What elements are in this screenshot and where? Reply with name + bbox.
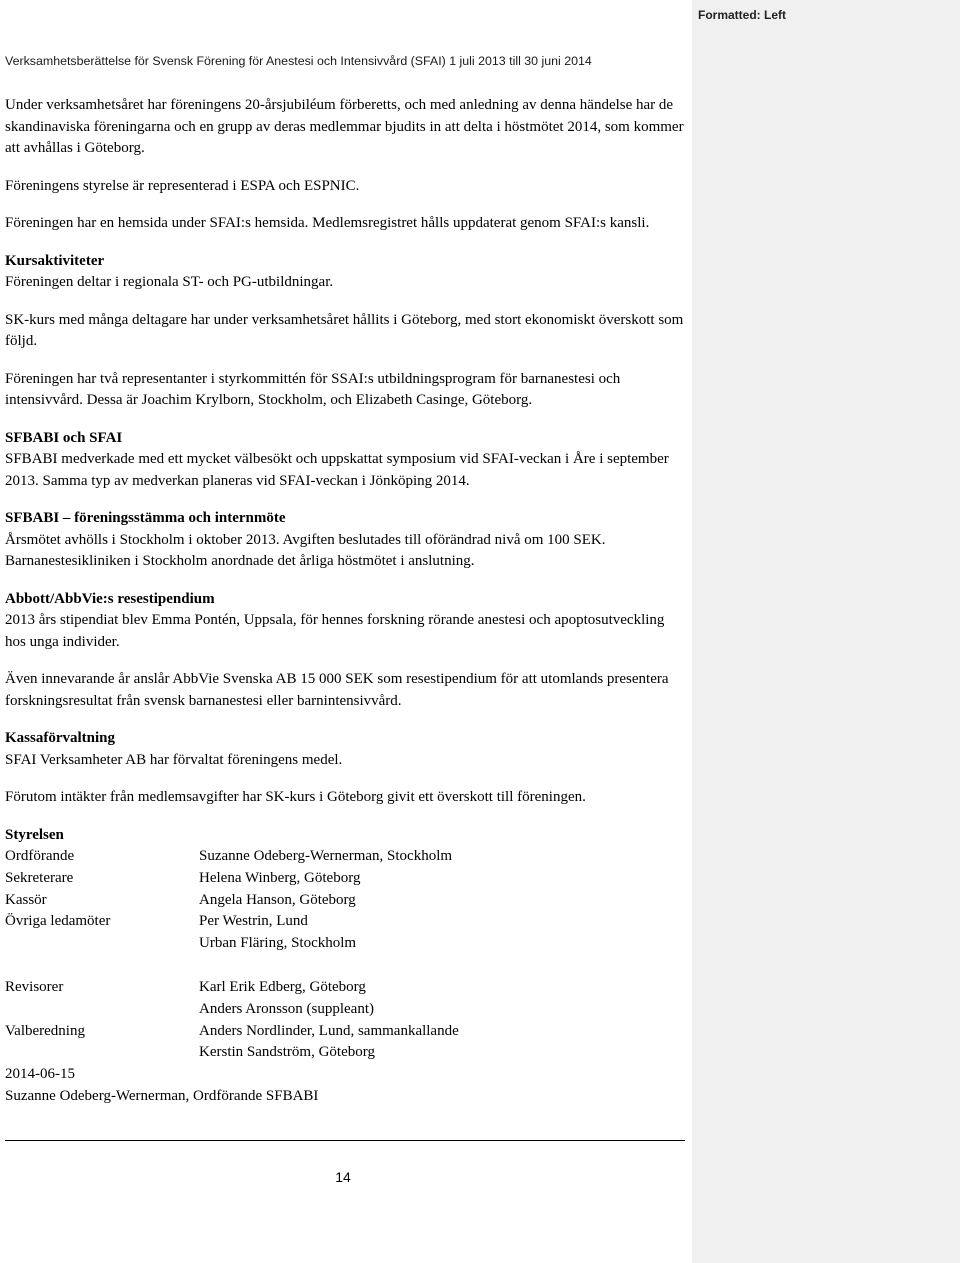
heading-styrelsen: Styrelsen — [5, 826, 64, 843]
paragraph-jubilee: Under verksamhetsåret har föreningens 20-årsjubiléum förberetts, och med anledning av denna händelse har de skandinaviska föreningarna och en grupp av deras medlemmar bjudits in att delta i höstmötet 2014, som kommer att avhållas i Göteborg. — [5, 97, 684, 156]
sfbabi-sfai-text: SFBABI medverkade med ett mycket välbesökt och uppskattat symposium vid SFAI-veckan i Åre i september 2013. Samma typ av medverkan planeras vid SFAI-veckan i Jönköping 2014. — [5, 451, 669, 489]
document-header: Verksamhetsberättelse för Svensk Förening för Anestesi och Intensivvård (SFAI) 1 juli 2013 till 30 juni 2014 — [5, 54, 592, 68]
spacer — [5, 955, 687, 977]
board-member: Kerstin Sandström, Göteborg — [199, 1044, 375, 1061]
kurs-line: Föreningen deltar i regionala ST- och PG-utbildningar. — [5, 274, 334, 290]
board-role: Kassör — [5, 891, 47, 908]
document-body — [5, 95, 687, 1108]
paragraph-styrkommitte: Föreningen har två representanter i styrkommittén för SSAI:s utbildningsprogram för barnanestesi och intensivvård. Dessa är Joachim Krylborn, Stockholm, och Elizabeth Casinge, Göteborg. — [5, 370, 621, 408]
board-row — [5, 846, 687, 868]
resestipendium-text: 2013 års stipendiat blev Emma Pontén, Uppsala, för hennes forskning rörande anestesi och apoptosutveckling hos unga individer. — [5, 612, 665, 650]
board-role: Övriga ledamöter — [5, 913, 111, 930]
paragraph-overskott: Förutom intäkter från medlemsavgifter har SK-kurs i Göteborg givit ett överskott till föreningen. — [5, 789, 586, 805]
board-row — [5, 977, 687, 999]
board-row — [5, 868, 687, 890]
section-kurs — [5, 251, 687, 294]
board-member: Angela Hanson, Göteborg — [199, 891, 356, 908]
comment-margin-panel — [692, 0, 960, 1263]
board-member: Suzanne Odeberg-Wernerman, Stockholm — [199, 848, 453, 864]
board-member: Anders Nordlinder, Lund, sammankallande — [199, 1022, 459, 1039]
board-row — [5, 890, 687, 912]
section-sfbabi-sfai — [5, 428, 687, 493]
paragraph-representation: Föreningens styrelse är representerad i ESPA och ESPNIC. — [5, 177, 360, 194]
page-number: 14 — [335, 1169, 351, 1185]
board-row — [5, 911, 687, 933]
footer-divider — [5, 1140, 685, 1141]
board-row — [5, 1021, 687, 1043]
board-row — [5, 1042, 687, 1064]
board-role: Valberedning — [5, 1022, 85, 1039]
board-row — [5, 999, 687, 1021]
board-row — [5, 933, 687, 955]
foreningsstamma-text: Årsmötet avhölls i Stockholm i oktober 2013. Avgiften beslutades till oförändrad nivå om 100 SEK. Barnanestesikliniken i Stockholm anordnade det årliga höstmötet i anslutning. — [5, 531, 606, 569]
board-role — [5, 933, 199, 955]
board-member: Karl Erik Edberg, Göteborg — [199, 978, 366, 995]
board-section — [5, 825, 687, 1108]
board-role — [5, 999, 199, 1021]
board-member: Per Westrin, Lund — [199, 913, 308, 930]
paragraph-abbvie: Även innevarande år anslår AbbVie Svenska AB 15 000 SEK som resestipendium för att utomlands presentera forskningsresultat från svensk barnanestesi eller barnintensivvård. — [5, 671, 669, 709]
board-member: Urban Fläring, Stockholm — [199, 935, 357, 952]
board-role — [5, 1042, 199, 1064]
signature-name-text: Suzanne Odeberg-Wernerman, Ordförande SFBABI — [5, 1087, 319, 1104]
heading-foreningsstamma: SFBABI – föreningsstämma och internmöte — [5, 510, 286, 526]
board-role: Sekreterare — [5, 869, 74, 886]
paragraph-website: Föreningen har en hemsida under SFAI:s hemsida. Medlemsregistret hålls uppdaterat genom SFAI:s kansli. — [5, 215, 650, 231]
section-kassaforvaltning — [5, 728, 687, 771]
heading-kassaforvaltning: Kassaförvaltning — [5, 730, 116, 746]
board-role: Ordförande — [5, 848, 75, 864]
board-role: Revisorer — [5, 978, 64, 995]
signature-date-text: 2014-06-15 — [5, 1066, 75, 1083]
section-foreningsstamma — [5, 508, 687, 573]
signature-date — [5, 1064, 687, 1086]
heading-sfbabi-sfai: SFBABI och SFAI — [5, 429, 123, 446]
board-member: Helena Winberg, Göteborg — [199, 869, 361, 886]
heading-kursaktiviteter: Kursaktiviteter — [5, 252, 105, 269]
heading-resestipendium: Abbott/AbbVie:s resestipendium — [5, 590, 215, 607]
board-member: Anders Aronsson (suppleant) — [199, 1000, 374, 1017]
format-annotation: Formatted: Left — [698, 8, 786, 22]
kassaforvaltning-text: SFAI Verksamheter AB har förvaltat föreningens medel. — [5, 751, 343, 768]
section-resestipendium — [5, 589, 687, 654]
paragraph-sk-kurs: SK-kurs med många deltagare har under verksamhetsåret hållits i Göteborg, med stort ekonomiskt överskott som följd. — [5, 311, 684, 349]
signature-name — [5, 1086, 687, 1108]
